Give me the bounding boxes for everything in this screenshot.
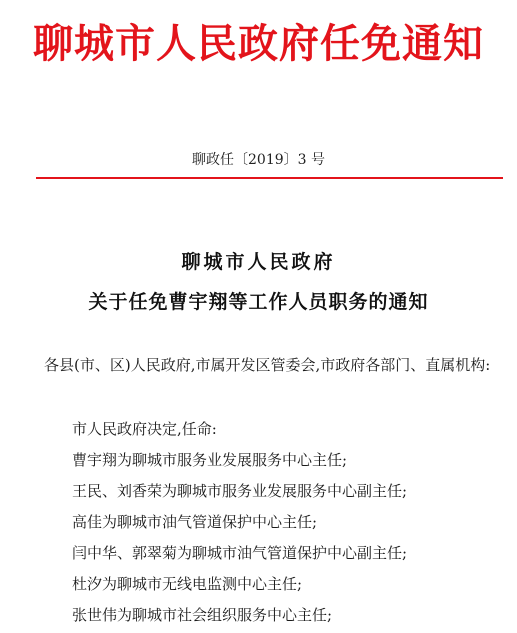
body-paragraph: 市人民政府决定,任命:	[72, 420, 217, 438]
document-title-subject: 关于任免曹宇翔等工作人员职务的通知	[88, 291, 429, 313]
masthead-title: 聊城市人民政府任免通知	[33, 21, 484, 67]
document-title-issuer: 聊城市人民政府	[181, 251, 336, 273]
body-paragraph: 高佳为聊城市油气管道保护中心主任;	[72, 513, 318, 531]
body-paragraph: 闫中华、郭翠菊为聊城市油气管道保护中心副主任;	[72, 544, 408, 562]
body-paragraph: 王民、刘香荣为聊城市服务业发展服务中心副主任;	[72, 482, 408, 500]
body-paragraph: 曹宇翔为聊城市服务业发展服务中心主任;	[72, 451, 348, 469]
red-divider	[36, 177, 503, 179]
addressee-paragraph: 各县(市、区)人民政府,市属开发区管委会,市政府各部门、直属机构:	[44, 356, 491, 374]
document-number: 聊政任〔2019〕3 号	[192, 152, 325, 168]
body-paragraph: 杜汐为聊城市无线电监测中心主任;	[72, 575, 303, 593]
body-paragraph: 张世伟为聊城市社会组织服务中心主任;	[72, 606, 333, 624]
